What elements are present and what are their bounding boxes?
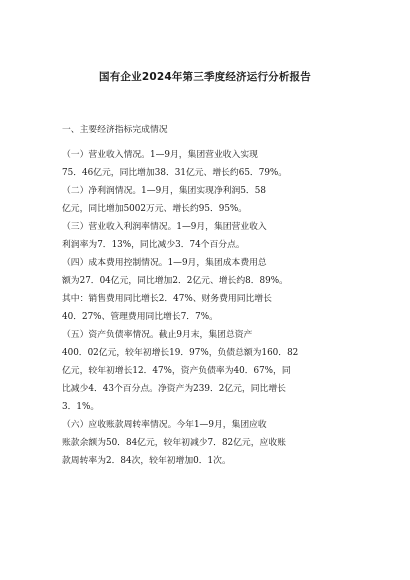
paragraph-line: 款周转率为2．84次，较年初增加0．1次。 bbox=[62, 456, 231, 466]
section-heading: 一、主要经济指标完成情况 bbox=[62, 125, 168, 135]
paragraph-line: （二）净利润情况。1—9月，集团实现净利润5．58 bbox=[62, 186, 266, 196]
paragraph-line: 账款余额为50．84亿元，较年初减少7．82亿元，应收账 bbox=[62, 438, 286, 448]
spacer bbox=[62, 139, 348, 146]
paragraph-line: 额为27．04亿元，同比增加2．2亿元、增长约8．89%。 bbox=[62, 276, 288, 286]
paragraph-revenue bbox=[62, 146, 348, 182]
paragraph-line: 比减少4．43个百分点。净资产为239．2亿元，同比增长 bbox=[62, 384, 286, 394]
document-body bbox=[62, 120, 348, 470]
paragraph-line: （四）成本费用控制情况。1—9月，集团成本费用总 bbox=[62, 258, 267, 268]
paragraph-debt-ratio bbox=[62, 326, 348, 416]
paragraph-line: 亿元，同比增加5002万元、增长约95．95%。 bbox=[62, 204, 248, 214]
paragraph-line: 40．27%、管理费用同比增长7．7%。 bbox=[62, 312, 218, 322]
paragraph-line: （一）营业收入情况。1—9月，集团营业收入实现 bbox=[62, 150, 258, 160]
paragraph-line: 亿元，较年初增长12．47%，资产负债率为40．67%，同 bbox=[62, 366, 291, 376]
paragraph-line: 3．1%。 bbox=[62, 402, 100, 412]
paragraph-line: （三）营业收入利润率情况。1—9月，集团营业收入 bbox=[62, 222, 267, 232]
paragraph-line: （五）资产负债率情况。截止9月末，集团总资产 bbox=[62, 330, 253, 340]
paragraph-line: 其中：销售费用同比增长2．47%、财务费用同比增长 bbox=[62, 294, 272, 304]
paragraph-net-profit bbox=[62, 182, 348, 218]
paragraph-profit-margin bbox=[62, 218, 348, 254]
paragraph-receivables-turnover bbox=[62, 416, 348, 470]
paragraph-line: （六）应收账款周转率情况。今年1—9月，集团应收 bbox=[62, 420, 267, 430]
paragraph-line: 利润率为7．13%，同比减少3．74个百分点。 bbox=[62, 240, 245, 250]
document-title: 国有企业2024年第三季度经济运行分析报告 bbox=[99, 71, 311, 83]
paragraph-cost-control bbox=[62, 254, 348, 326]
paragraph-line: 75．46亿元，同比增加38．31亿元、增长约65．79%。 bbox=[62, 168, 288, 178]
paragraph-line: 400．02亿元，较年初增长19．97%，负债总额为160．82 bbox=[62, 348, 299, 358]
